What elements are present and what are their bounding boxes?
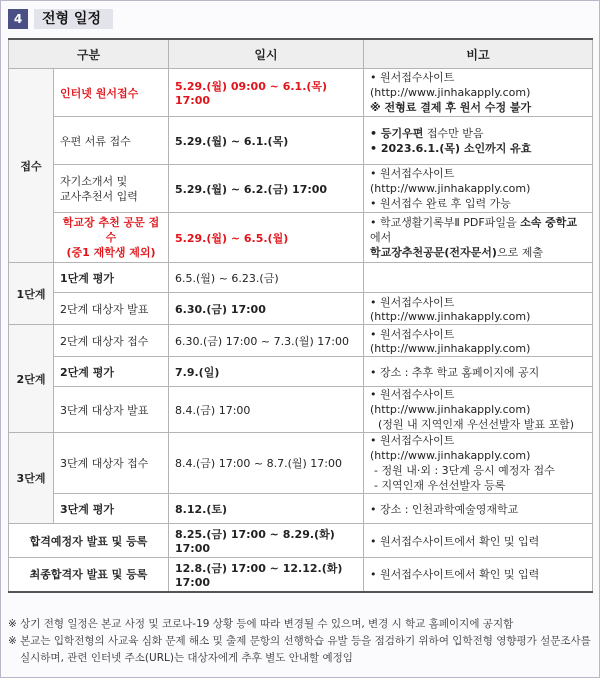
footnote: ※ 상기 전형 일정은 본교 사정 및 코로나-19 상황 등에 따라 변경될 수 있으며, 변경 시 학교 홈페이지에 공지함 xyxy=(8,618,514,630)
row-item: 2단계 대상자 발표 xyxy=(54,293,169,325)
footnotes xyxy=(8,616,592,667)
group-stage3: 3단계 xyxy=(9,433,54,524)
row-date: 6.30.(금) 17:00 xyxy=(169,293,364,325)
remark-line: - 지역인재 우선선발자 등록 xyxy=(374,479,506,492)
header-category: 구분 xyxy=(9,39,169,69)
row-item: 2단계 평가 xyxy=(54,357,169,387)
row-date: 5.29.(월) 09:00 ~ 6.1.(목) 17:00 xyxy=(169,69,364,117)
row-item: 1단계 평가 xyxy=(54,263,169,293)
row-date: 5.29.(월) ~ 6.2.(금) 17:00 xyxy=(169,165,364,213)
table-row xyxy=(9,387,593,433)
row-date: 7.9.(일) xyxy=(169,357,364,387)
row-remarks: • 장소 : 인천과학예술영재학교 xyxy=(364,494,593,524)
group-reception: 접수 xyxy=(9,69,54,263)
table-row xyxy=(9,213,593,263)
row-remarks xyxy=(364,433,593,494)
row-item: 3단계 대상자 접수 xyxy=(54,433,169,494)
table-row xyxy=(9,263,593,293)
table-row xyxy=(9,69,593,117)
row-remarks xyxy=(364,387,593,433)
row-remarks: • 원서접수사이트(http://www.jinhakapply.com) xyxy=(364,293,593,325)
section-title: 전형 일정 xyxy=(34,9,113,29)
remark-line: 학교장추천공문(전자문서)으로 제출 xyxy=(370,246,543,259)
row-item: 합격예정자 발표 및 등록 xyxy=(9,524,169,558)
table-row xyxy=(9,494,593,524)
remark-line: • 학교생활기록부Ⅱ PDF파일을 소속 중학교에서 xyxy=(370,216,578,244)
remark-line: • 원서접수사이트(http://www.jinhakapply.com) xyxy=(370,167,531,195)
remark-line: - 정원 내·외 : 3단계 응시 예정자 접수 xyxy=(374,464,555,477)
remark-line: • 2023.6.1.(목) 소인까지 유효 xyxy=(370,141,532,155)
row-remarks: • 원서접수사이트에서 확인 및 입력 xyxy=(364,558,593,592)
row-item: 3단계 평가 xyxy=(54,494,169,524)
header-schedule: 일시 xyxy=(169,39,364,69)
table-row xyxy=(9,117,593,165)
row-remarks: • 장소 : 추후 학교 홈페이지에 공지 xyxy=(364,357,593,387)
row-remarks xyxy=(364,263,593,293)
row-date: 5.29.(월) ~ 6.5.(월) xyxy=(169,213,364,263)
row-remarks xyxy=(364,213,593,263)
table-row xyxy=(9,558,593,592)
table-row xyxy=(9,433,593,494)
table-row xyxy=(9,165,593,213)
row-item: 2단계 대상자 접수 xyxy=(54,325,169,357)
row-date: 6.30.(금) 17:00 ~ 7.3.(월) 17:00 xyxy=(169,325,364,357)
remark-line: (정원 내 지역인재 우선선발자 발표 포함) xyxy=(378,418,575,431)
row-item: 3단계 대상자 발표 xyxy=(54,387,169,433)
row-item: 우편 서류 접수 xyxy=(54,117,169,165)
table-row xyxy=(9,357,593,387)
group-stage2: 2단계 xyxy=(9,325,54,433)
table-row xyxy=(9,325,593,357)
row-date: 8.12.(토) xyxy=(169,494,364,524)
row-remarks xyxy=(364,69,593,117)
schedule-table xyxy=(8,38,593,593)
header-remarks: 비고 xyxy=(364,39,593,69)
table-row xyxy=(9,293,593,325)
row-remarks xyxy=(364,117,593,165)
row-date: 8.4.(금) 17:00 xyxy=(169,387,364,433)
row-remarks xyxy=(364,165,593,213)
section-number: 4 xyxy=(8,9,28,29)
row-item: 학교장 추천 공문 접수 (중1 재학생 제외) xyxy=(54,213,169,263)
row-date: 5.29.(월) ~ 6.1.(목) xyxy=(169,117,364,165)
row-date: 8.25.(금) 17:00 ~ 8.29.(화) 17:00 xyxy=(169,524,364,558)
row-item: 자기소개서 및 교사추천서 입력 xyxy=(54,165,169,213)
group-stage1: 1단계 xyxy=(9,263,54,325)
row-remarks: • 원서접수사이트에서 확인 및 입력 xyxy=(364,524,593,558)
remark-line: • 원서접수사이트(http://www.jinhakapply.com) xyxy=(370,71,531,99)
remark-line: ※ 전형료 결제 후 원서 수정 불가 xyxy=(370,101,532,114)
row-date: 8.4.(금) 17:00 ~ 8.7.(월) 17:00 xyxy=(169,433,364,494)
row-date: 12.8.(금) 17:00 ~ 12.12.(화) 17:00 xyxy=(169,558,364,592)
row-item: 최종합격자 발표 및 등록 xyxy=(9,558,169,592)
table-header-row xyxy=(9,39,593,69)
table-row xyxy=(9,524,593,558)
remark-line: • 원서접수 완료 후 입력 가능 xyxy=(370,197,511,210)
remark-line: • 등기우편 접수만 받음 xyxy=(370,126,484,140)
remark-line: • 원서접수사이트(http://www.jinhakapply.com) xyxy=(370,388,531,416)
section-header xyxy=(8,8,113,30)
row-item: 인터넷 원서접수 xyxy=(54,69,169,117)
footnote: ※ 본교는 입학전형의 사교육 심화 문제 해소 및 출제 문항의 선행학습 유발 등을 점검하기 위하여 입학전형 영향평가 설문조사를 실시하며, 관련 인터넷 주소(URL)는 대상자에게 추후 별도 안내할 예정임 xyxy=(8,635,591,664)
remark-line: • 원서접수사이트(http://www.jinhakapply.com) xyxy=(370,434,531,462)
row-remarks: • 원서접수사이트(http://www.jinhakapply.com) xyxy=(364,325,593,357)
row-date: 6.5.(월) ~ 6.23.(금) xyxy=(169,263,364,293)
